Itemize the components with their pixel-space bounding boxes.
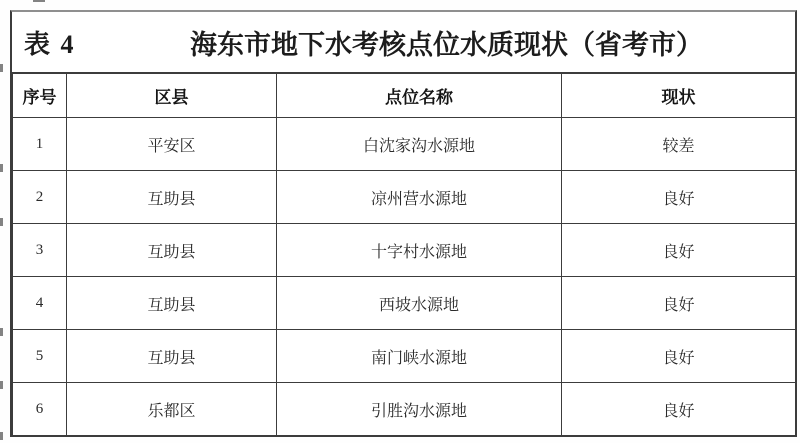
cell-status: 良好 xyxy=(562,383,796,436)
cell-site: 白沈家沟水源地 xyxy=(277,118,562,171)
cell-status: 良好 xyxy=(562,277,796,330)
cell-seq: 6 xyxy=(13,383,67,436)
scan-artifact xyxy=(0,432,3,440)
cell-district: 互助县 xyxy=(67,171,277,224)
column-header-seq: 序号 xyxy=(13,74,67,118)
cell-status: 良好 xyxy=(562,330,796,383)
table-number-label: 表 4 xyxy=(24,29,76,59)
column-header-district: 区县 xyxy=(67,74,277,118)
cell-district: 互助县 xyxy=(67,224,277,277)
cell-district: 乐都区 xyxy=(67,383,277,436)
cell-seq: 3 xyxy=(13,224,67,277)
table-title: 海东市地下水考核点位水质现状（省考市） xyxy=(190,29,703,60)
cell-status: 较差 xyxy=(562,118,796,171)
cell-site: 十字村水源地 xyxy=(277,224,562,277)
table-row-4 xyxy=(13,277,796,330)
scan-artifact xyxy=(0,381,3,389)
cell-district: 互助县 xyxy=(67,330,277,383)
cell-district: 互助县 xyxy=(67,277,277,330)
table-header xyxy=(13,74,796,118)
cell-seq: 5 xyxy=(13,330,67,383)
scan-artifact xyxy=(0,164,3,172)
table-row-6 xyxy=(13,383,796,436)
table-title-row xyxy=(12,12,795,73)
cell-site: 引胜沟水源地 xyxy=(277,383,562,436)
cell-status: 良好 xyxy=(562,171,796,224)
table-row-3 xyxy=(13,224,796,277)
cell-seq: 1 xyxy=(13,118,67,171)
cell-site: 西坡水源地 xyxy=(277,277,562,330)
scan-artifact xyxy=(33,0,45,2)
header-row xyxy=(13,74,796,118)
cell-status: 良好 xyxy=(562,224,796,277)
table-row-2 xyxy=(13,171,796,224)
cell-seq: 4 xyxy=(13,277,67,330)
table-body xyxy=(13,118,796,436)
scan-artifact xyxy=(0,328,3,336)
column-header-status: 现状 xyxy=(562,74,796,118)
cell-site: 南门峡水源地 xyxy=(277,330,562,383)
table-row-1 xyxy=(13,118,796,171)
column-header-site: 点位名称 xyxy=(277,74,562,118)
cell-site: 凉州营水源地 xyxy=(277,171,562,224)
scan-artifact xyxy=(0,218,3,226)
table-row-5 xyxy=(13,330,796,383)
data-grid xyxy=(12,73,796,436)
water-quality-table xyxy=(10,10,797,437)
scan-artifact xyxy=(0,64,3,72)
cell-district: 平安区 xyxy=(67,118,277,171)
cell-seq: 2 xyxy=(13,171,67,224)
